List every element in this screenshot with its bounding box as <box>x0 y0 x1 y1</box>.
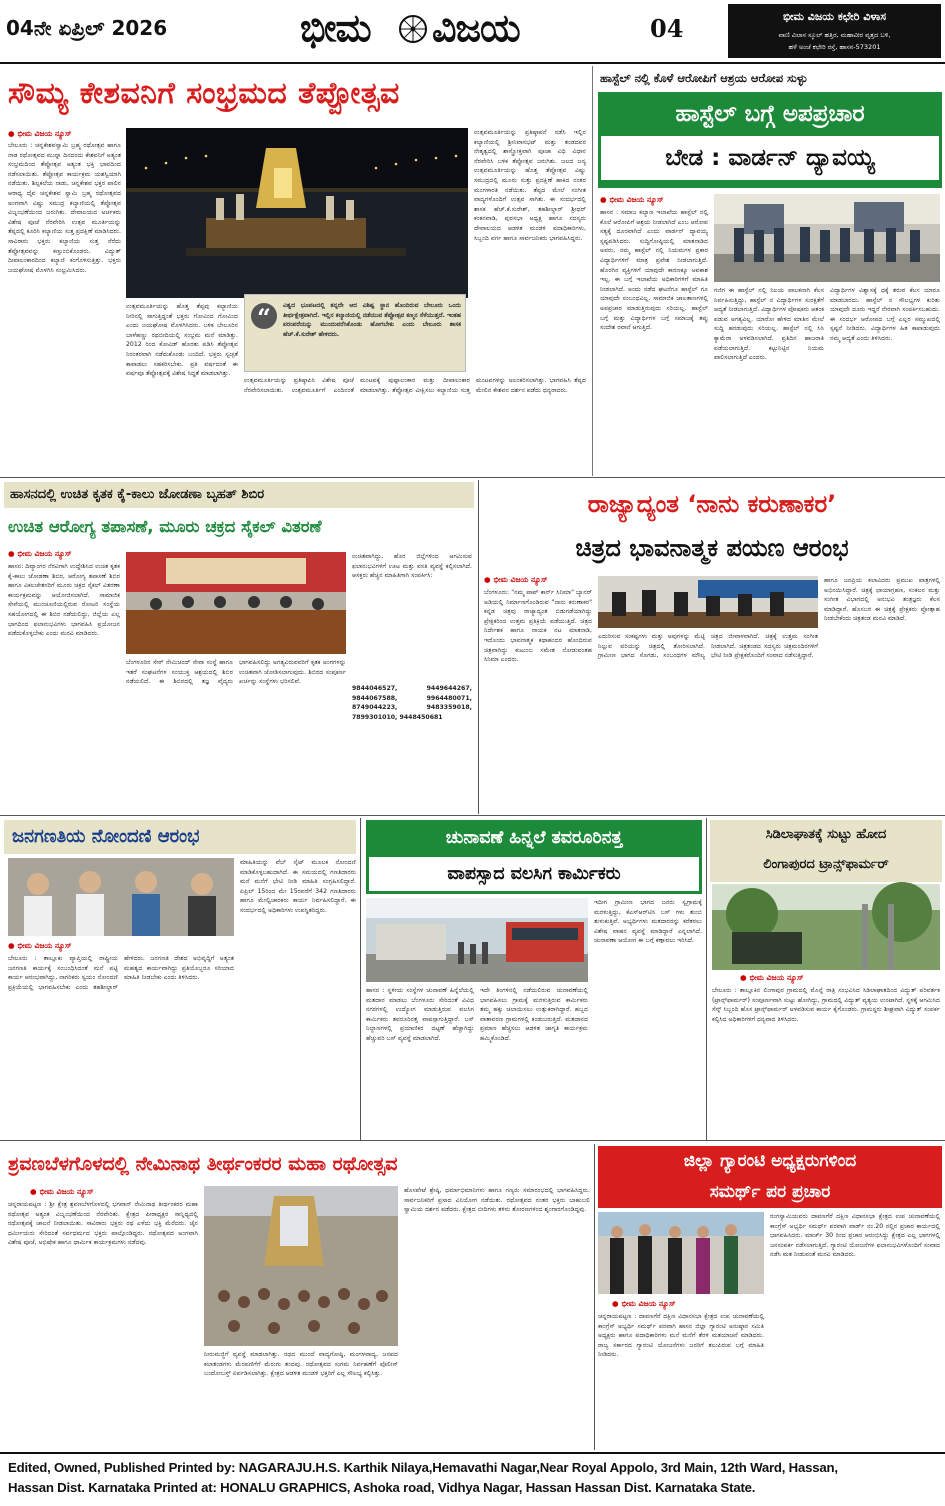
chunavane-col1: ಹಾಸನ : ಸ್ಥಳೀಯ ಸಂಸ್ಥೆಗಳ ಚುನಾವಣೆ ಹಿನ್ನೆಲೆಯಲ್ಲಿ ಮತದಾನ ಮಾಡಲು ಬೆಂಗಳೂರು ಸೇರಿದಂತೆ ವಿವಿಧ ನಗರಗಳಲ್ಲಿ ಉದ್ಯೋಗ ಮಾಡುತ್ತಿರುವ ವಲಸಿಗ ಕಾರ್ಮಿಕರು ತವರೂರಿನತ್ತ ವಾಪಸ್ಸಾಗುತ್ತಿದ್ದಾರೆ. ಬಸ್ ನಿಲ್ದಾಣಗಳಲ್ಲಿ ಪ್ರಯಾಣಿಕರ ದಟ್ಟಣೆ ಹೆಚ್ಚಾಗಿದ್ದು ಹೆಚ್ಚುವರಿ ಬಸ್ ವ್ಯವಸ್ಥೆ ಮಾಡಲಾಗಿದೆ. <box>366 987 474 1042</box>
bullet-icon: ● <box>8 941 15 950</box>
transformer-photo <box>712 884 940 970</box>
byline-text: ಭೀಮ ವಿಜಯ ನ್ಯೂಸ್ <box>17 941 72 950</box>
karunakara-byline <box>484 574 547 585</box>
chunavane-col3: ಇದೀಗ ಗ್ರಾಮೀಣ ಭಾಗದ ಜನರು ಸ್ವಗ್ರಾಮಕ್ಕೆ ಮರಳುತ್ತಿದ್ದು, ಕೆಎಸ್‌ಆರ್‌ಟಿಸಿ ಬಸ್ ಗಳು ತುಂಬಿ ತುಳುಕುತ್ತಿವೆ. ಅಭ್ಯರ್ಥಿಗಳು ಮತದಾರರನ್ನು ಕರೆತರಲು ವಿಶೇಷ ವಾಹನ ವ್ಯವಸ್ಥೆ ಮಾಡಿದ್ದಾರೆ ಎನ್ನಲಾಗಿದೆ. ಚುನಾವಣಾ ಆಯೋಗ ಈ ಬಗ್ಗೆ ಕಣ್ಗಾವಲು ಇರಿಸಿದೆ. <box>594 899 702 945</box>
chunavane-photo <box>366 898 588 982</box>
teppotsava-quote-box <box>244 294 466 372</box>
bullet-icon: ● <box>740 973 747 982</box>
teppotsava-photo <box>126 128 468 298</box>
teppotsava-byline <box>8 128 71 139</box>
transformer-col1: ಬೇಲೂರು : ತಾಲ್ಲೂಕಿನ ಲಿಂಗಾಪುರ ಗ್ರಾಮದಲ್ಲಿ ಮೊನ್ನೆ ರಾತ್ರಿ ಸಂಭವಿಸಿದ ಸಿಡಿಲಾಘಾತದಿಂದ ವಿದ್ಯುತ್ ಪರಿವರ್ತಕ (ಟ್ರಾನ್ಸ್‌ಫಾರ್ಮರ್) ಸಂಪೂರ್ಣವಾಗಿ ಸುಟ್ಟು ಹೋಗಿದ್ದು, ಗ್ರಾಮದಲ್ಲಿ ವಿದ್ಯುತ್ ವ್ಯತ್ಯಯ ಉಂಟಾಗಿದೆ. ಸ್ಥಳಕ್ಕೆ ಆಗಮಿಸಿದ ಸೆಸ್ಕ್ ಸಿಬ್ಬಂದಿ ಹೊಸ ಟ್ರಾನ್ಸ್‌ಫಾರ್ಮರ್ ಅಳವಡಿಸುವ ಕಾರ್ಯ ಕೈಗೊಂಡರು. ಗ್ರಾಮಸ್ಥರು ಶೀಘ್ರವಾಗಿ ವಿದ್ಯುತ್ ಸಂಪರ್ಕ ಕಲ್ಪಿಸಿದ ಅಧಿಕಾರಿಗಳಿಗೆ ಧನ್ಯವಾದ ತಿಳಿಸಿದರು. <box>712 987 940 1023</box>
masthead-logo <box>300 2 630 58</box>
chunavane-headline2: ವಾಪಸ್ಸಾದ ವಲಸಿಗ ಕಾರ್ಮಿಕರು <box>447 864 621 884</box>
rathotsava-byline <box>30 1186 93 1197</box>
byline-text: ಭೀಮ ವಿಜಯ ನ್ಯೂಸ್ <box>493 575 548 584</box>
bullet-icon: ● <box>8 549 15 558</box>
office-line1: ವಾಣಿ ವಿಲಾಸ ಸ್ಕೂಲ್ ಹತ್ತಿರ, ಮಹಾವೀರ ವೃತ್ತದ ಬಳಿ, <box>778 31 891 39</box>
byline-text: ಭೀಮ ವಿಜಯ ನ್ಯೂಸ್ <box>39 1187 94 1196</box>
guarantee-col2: ರಂಗಸ್ವಾಮಿಯವರು ದಾವಣಗೆರೆ ದಕ್ಷಿಣ ವಿಧಾನಸಭಾ ಕ್ಷೇತ್ರದ ಉಪ ಚುನಾವಣೆಯಲ್ಲಿ ಕಾಂಗ್ರೆಸ್ ಅಭ್ಯರ್ಥಿ ಸಮರ್ಥ್ ಪರವಾಗಿ ವಾರ್ಡ್ ನಂ.20 ರಲ್ಲಿನ ಪ್ರಚಾರ ಕಾರ್ಯದಲ್ಲಿ ಭಾಗವಹಿಸಿದರು. ಮಾರ್ಚ್ 30 ರಿಂದ ಪ್ರಚಾರ ಆರಂಭಿಸಿದ್ದು ಕ್ಷೇತ್ರದ ಎಲ್ಲ ಭಾಗಗಳಲ್ಲಿ ಜನಸಂಪರ್ಕ ನಡೆಸಲಾಗುತ್ತಿದೆ. ಗ್ಯಾರಂಟಿ ಯೋಜನೆಗಳ ಫಲಾನುಭವಿಗಳೊಂದಿಗೆ ಸಂವಾದ ನಡೆಸಿ ಮತ ನೀಡುವಂತೆ ಮನವಿ ಮಾಡಿದರು. <box>770 1213 940 1259</box>
transformer-headline1: ಸಿಡಿಲಾಘಾತಕ್ಕೆ ಸುಟ್ಟು ಹೋದ <box>765 827 887 842</box>
bullet-icon: ● <box>30 1187 37 1196</box>
hostel-headline2 <box>601 136 939 180</box>
divider-v-bot-right <box>706 818 707 1140</box>
rathotsava-headline: ಶ್ರವಣಬೆಳಗೊಳದಲ್ಲಿ ನೇಮಿನಾಥ ತೀರ್ಥಂಕರರ ಮಹಾ ರಥೋತ್ಸವ <box>8 1153 398 1175</box>
hostel-photo-image <box>714 194 940 282</box>
shibira-contacts: 9844046527, 9449644267, 9844067588, 9964480071, 8749044223, 9483359018, 7899301010, 9448450681 <box>352 685 472 721</box>
byline-text: ಭೀಮ ವಿಜಯ ನ್ಯೂಸ್ <box>17 129 72 138</box>
rathotsava-photo <box>204 1186 398 1346</box>
byline-text: ಭೀಮ ವಿಜಯ ನ್ಯೂಸ್ <box>621 1299 676 1308</box>
guarantee-col1: ಚನ್ನರಾಯಪಟ್ಟಣ : ದಾವಣಗೆರೆ ದಕ್ಷಿಣ ವಿಧಾನಸಭಾ ಕ್ಷೇತ್ರದ ಉಪ ಚುನಾವಣೆಯಲ್ಲಿ ಕಾಂಗ್ರೆಸ್ ಅಭ್ಯರ್ಥಿ ಸಮರ್ಥ್ ಪರವಾಗಿ ಹಾಸನ ಜಿಲ್ಲಾ ಗ್ಯಾರಂಟಿ ಅನುಷ್ಠಾನ ಸಮಿತಿ ಅಧ್ಯಕ್ಷರು ಹಾಗೂ ಪದಾಧಿಕಾರಿಗಳು ಮನೆ ಮನೆಗೆ ತೆರಳಿ ಮತಯಾಚನೆ ಮಾಡಿದರು. ರಾಜ್ಯ ಸರ್ಕಾರದ ಗ್ಯಾರಂಟಿ ಯೋಜನೆಗಳು ಜನರಿಗೆ ತಲುಪಿರುವ ಬಗ್ಗೆ ಮಾಹಿತಿ ನೀಡಿದರು. <box>598 1313 764 1359</box>
imprint-footer <box>0 1452 945 1506</box>
transformer-photo-image <box>712 884 940 970</box>
divider-v-bot-left <box>360 818 361 1140</box>
teppotsava-headline: ಸೌಮ್ಯ ಕೇಶವನಿಗೆ ಸಂಭ್ರಮದ ತೆಪ್ಪೋತ್ಸವ <box>4 68 589 120</box>
bullet-icon: ● <box>484 575 491 584</box>
chunavane-photo-image <box>366 898 588 982</box>
janaganati-byline <box>8 940 71 951</box>
hostel-col3: ವಿದ್ಯಾರ್ಥಿಗಳ ವಿಶ್ವಾಸಕ್ಕೆ ಧಕ್ಕೆ ತರುವ ಕೆಲಸ ಯಾರೂ ಮಾಡಬಾರದು. ಹಾಸ್ಟೆಲ್ ನ ಸೌಲಭ್ಯಗಳ ಕುರಿತು ಯಾವುದೇ ದೂರು ಇದ್ದರೆ ನೇರವಾಗಿ ಸಂಪರ್ಕಿಸಬಹುದು. ಈ ಸಂದರ್ಭ ಆರೋಪದ ಬಗ್ಗೆ ಎಲ್ಲರ ಸಮ್ಮುಖದಲ್ಲಿ ಸ್ಪಷ್ಟನೆ ನೀಡಿದರು. ವಿದ್ಯಾರ್ಥಿಗಳ ಹಿತ ಕಾಪಾಡುವುದು ನಮ್ಮ ಆದ್ಯತೆ ಎಂದು ತಿಳಿಸಿದರು. <box>830 287 940 342</box>
shibira-col3: ಉಚಿತವಾಗಿದ್ದು, ಹೊರ ಜಿಲ್ಲೆಗಳಿಂದ ಆಗಮಿಸುವ ಫಲಾನುಭವಿಗಳಿಗೆ ಊಟ ಮತ್ತು ವಸತಿ ವ್ಯವಸ್ಥೆ ಕಲ್ಪಿಸಲಾಗಿದೆ. ಆಸಕ್ತರು ಹೆಚ್ಚಿನ ಮಾಹಿತಿಗಾಗಿ ಸಂಪರ್ಕಿಸಿ: <box>352 553 472 580</box>
chunavane-headline1: ಚುನಾವಣೆ ಹಿನ್ನಲೆ ತವರೂರಿನತ್ತ <box>445 828 623 848</box>
guarantee-headline1: ಜಿಲ್ಲಾ ಗ್ಯಾರಂಟಿ ಅಧ್ಯಕ್ಷರುಗಳಿಂದ <box>683 1151 857 1171</box>
karunakara-headline1: ರಾಜ್ಯಾದ್ಯಂತ ‘ನಾನು ಕರುಣಾಕರ’ <box>587 490 837 518</box>
hostel-kicker: ಹಾಸ್ಟೆಲ್ ನಲ್ಲಿ ಕೊಳೆ ಆರೋಪಿಗೆ ಆಶ್ರಯ ಆರೋಪ ಸುಳ್ಳು <box>600 71 808 85</box>
hostel-headline2-text: ಬೇಡ : ವಾರ್ಡನ್ ದ್ಯಾವಯ್ಯ <box>665 145 875 171</box>
divider-h-2 <box>0 815 945 816</box>
rathotsava-col2: ನೀರುಮಜ್ಜಿಗೆ ವ್ಯವಸ್ಥೆ ಮಾಡಲಾಗಿತ್ತು. ರಥದ ಮುಂದೆ ವಾದ್ಯಗೋಷ್ಠಿ, ಮಂಗಳವಾದ್ಯ, ಜನಪದ ಕಲಾತಂಡಗಳು ಮೆರವಣಿಗೆಗೆ ಮೆರುಗು ತಂದವು. ರಥೋತ್ಸವದ ಸುಗಮ ನಿರ್ವಹಣೆಗೆ ಪೊಲೀಸ್ ಬಂದೋಬಸ್ತ್ ಏರ್ಪಡಿಸಲಾಗಿತ್ತು. ಕ್ಷೇತ್ರದ ಆಡಳಿತ ಮಂಡಳಿ ಭಕ್ತರಿಗೆ ಎಲ್ಲ ಸೌಲಭ್ಯ ಕಲ್ಪಿಸಿತ್ತು. <box>204 1351 398 1378</box>
shibira-photo <box>126 552 346 654</box>
hostel-byline <box>600 194 663 205</box>
chunavane-col2: ಇದೇ ತಿಂಗಳಿನಲ್ಲಿ ನಡೆಯಲಿರುವ ಚುನಾವಣೆಯಲ್ಲಿ ಭಾಗವಹಿಸಲು ಗ್ರಾಮಕ್ಕೆ ಮರಳುತ್ತಿರುವ ಕಾರ್ಮಿಕರು ತಮ್ಮ ಹಕ್ಕು ಚಲಾಯಿಸಲು ಉತ್ಸುಕರಾಗಿದ್ದಾರೆ. ಹಬ್ಬದ ವಾತಾವರಣ ಗ್ರಾಮಗಳಲ್ಲಿ ಕಂಡುಬರುತ್ತಿದೆ. ಮತದಾನದ ಪ್ರಮಾಣ ಹೆಚ್ಚಿಸಲು ಆಡಳಿತ ಜಾಗೃತಿ ಕಾರ್ಯಕ್ರಮ ಹಮ್ಮಿಕೊಂಡಿದೆ. <box>480 987 588 1042</box>
rathotsava-col3: ಹೊಸಪೇಟೆ ಶ್ರೇಷ್ಠಿ, ಧರ್ಮಾಭಿಮಾನಿಗಳು ಹಾಗೂ ಗಣ್ಯರು ಸಮಾರಂಭದಲ್ಲಿ ಭಾಗವಹಿಸಿದ್ದರು. ಸಾರ್ವಜನಿಕರಿಗೆ ಪ್ರಸಾದ ವಿನಿಯೋಗ ನಡೆಯಿತು. ರಥೋತ್ಸವದ ನಂತರ ಭಕ್ತರು ಬಾಹುಬಲಿ ಸ್ವಾಮಿಯ ದರ್ಶನ ಪಡೆದರು. ಕ್ಷೇತ್ರದ ಬೀದಿಗಳು ತಳಿರು ತೋರಣಗಳಿಂದ ಶೃಂಗಾರಗೊಂಡಿದ್ದವು. <box>404 1187 590 1214</box>
masthead-date: 04ನೇ ಏಪ್ರಿಲ್ 2026 <box>6 16 168 40</box>
karunakara-col2: ಎದುರಿಸುವ ಸಂಕಷ್ಟಗಳು ಮತ್ತು ಅವುಗಳನ್ನು ಮೆಟ್ಟಿ ನಿಲ್ಲುವ ಪರಿಯನ್ನು ಚಿತ್ರದಲ್ಲಿ ತೋರಿಸಲಾಗಿದೆ. ಗ್ರಾಮೀಣ ಭಾಗದ ಸೊಗಡು, ಸಂಬಂಧಗಳ ಮೌಲ್ಯ ಚಿತ್ರದ ಜೀವಾಳವಾಗಿದೆ. ಚಿತ್ರಕ್ಕೆ ಉತ್ತಮ ಸಂಗೀತ ನೀಡಲಾಗಿದೆ. ಚಿತ್ರತಂಡದ ಸದಸ್ಯರು ಚಿತ್ರಮಂದಿರಗಳಿಗೆ ಭೇಟಿ ನೀಡಿ ಪ್ರೇಕ್ಷಕರೊಂದಿಗೆ ಸಂವಾದ ನಡೆಸುತ್ತಿದ್ದಾರೆ. <box>598 633 818 660</box>
teppotsava-col2: ಉತ್ಸವಮೂರ್ತಿಯನ್ನು ಪ್ರತಿಷ್ಠಾಪನೆ ನಡೆಸಿ ಇಲ್ಲಿನ ಕಲ್ಯಾಣಿಯಲ್ಲಿ ಶ್ರೀನಿವಾಸಭಟ್ ಮತ್ತು ತಂಡದವರ ನೇತೃತ್ವದಲ್ಲಿ ಶಾಸ್ತ್ರೋಕ್ತವಾಗಿ ಪೂಜಾ ವಿಧಿ ವಿಧಾನ ನೆರವೇರಿಸಿ ಬಳಿಕ ತೆಪ್ಪೋತ್ಸವ ಜರುಗಿತು. ಜಲದ ಜನ್ಯ ಉತ್ಸವಮೂರ್ತಿಯನ್ನು ಹೊತ್ತ ತೆಪ್ಪೋತ್ಸವ ವಿಷ್ಣು ಸಮುದ್ರದಲ್ಲಿ ಮೂರು ಸುತ್ತು ಪ್ರದಕ್ಷಿಣೆ ಹಾಕಿದ ನಂತರ ಮಂಗಳಾರತಿ ನಡೆಯಿತು. ತೆಪ್ಪದ ಮೇಲೆ ಸಂಗೀತ ವಾದ್ಯಗಳೊಂದಿಗೆ ಉತ್ಸವ ಸಾಗಿತು. ಈ ಸಂದರ್ಭದಲ್ಲಿ ಶಾಸಕ ಹೆಚ್.ಕೆ.ಸುರೇಶ್, ತಹಶೀಲ್ದಾರ್ ಶ್ರೀಧರ್ ಕಂಕನವಾಡಿ, ಪುರಸಭಾ ಅಧ್ಯಕ್ಷ ಹಾಗೂ ಸದಸ್ಯರು ದೇವಾಲಯದ ಆಡಳಿತ ಮಂಡಳಿ ಪದಾಧಿಕಾರಿಗಳು, ಸಿಬ್ಬಂದಿ ವರ್ಗ ಹಾಗೂ ಸಾರ್ವಜನಿಕರು ಭಾಗವಹಿಸಿದ್ದರು. <box>474 129 586 242</box>
shibira-col1: ಹಾಸನ: ದಿವ್ಯಾಂಗರ ನೆರವಿಗಾಗಿ ಉದ್ದೇಶಿಸಿದ ಉಚಿತ ಕೃತಕ ಕೈ-ಕಾಲು ಜೋಡಣಾ ಶಿಬಿರ, ಆರೋಗ್ಯ ತಪಾಸಣೆ ಶಿಬಿರ ಹಾಗೂ ವಿಕಲಚೇತನರಿಗೆ ಮೂರು ಚಕ್ರದ ಸೈಕಲ್ ವಿತರಣಾ ಕಾರ್ಯಕ್ರಮವನ್ನು ಆಯೋಜಿಸಲಾಗಿದೆ. ಸಾಮಾಜಿಕ ಸೇವೆಯಲ್ಲಿ ಮುಂಚೂಣಿಯಲ್ಲಿರುವ ರೋಟರಿ ಸಂಸ್ಥೆಯ ಸಹಯೋಗದಲ್ಲಿ ಈ ಶಿಬಿರ ನಡೆಯಲಿದ್ದು, ಜಿಲ್ಲೆಯ ಎಲ್ಲ ಭಾಗದಿಂದ ಫಲಾನುಭವಿಗಳು ಭಾಗವಹಿಸಿ ಪ್ರಯೋಜನ ಪಡೆದುಕೊಳ್ಳಬೇಕು ಎಂದು ಮನವಿ ಮಾಡಿದರು. <box>8 563 120 638</box>
office-name: ಭೀಮ ವಿಜಯ ಕಛೇರಿ ವಿಳಾಸ <box>782 10 887 23</box>
karunakara-headline2: ಚಿತ್ರದ ಭಾವನಾತ್ಮಕ ಪಯಣ ಆರಂಭ <box>575 534 849 562</box>
masthead <box>0 0 945 62</box>
chunavane-headline-box <box>366 820 702 894</box>
teppotsava-col1: ಬೇಲೂರು : ಚನ್ನಕೇಶವಸ್ವಾಮಿ ಬ್ರಹ್ಮ ರಥೋತ್ಸವ ಹಾಗೂ ನಾಡ ರಥೋತ್ಸವದ ಮುನ್ನಾ ದಿನದಂದು ಕೇಶವನಿಗೆ ಅತ್ಯಂತ ಸಂಭ್ರಮದಿಂದ ತೆಪ್ಪೋತ್ಸವ ಅತ್ಯಂತ ಭಕ್ತಿ ಭಾವದಿಂದ ನಡೆಸಲಾಯಿತು. ತೆಪ್ಪೋತ್ಸವ ಕಾರ್ಯಕ್ರಮ ಯಶಸ್ವಿಯಾಗಿ ನಡೆಯಿತು. ಶಿಲ್ಪಕಲೆಯ ನಾಡು, ಚನ್ನಕೇಶವ ಭಕ್ತರ ಪಾಲಿನ ಆರಾಧ್ಯ ದೈವ ಚನ್ನಕೇಶವ ಸ್ವಾಮಿ ಬ್ರಹ್ಮ ರಥೋತ್ಸವದ ಅಂಗವಾಗಿ ವಿಷ್ಣು ಸಮುದ್ರ ಕಲ್ಯಾಣಿಯಲ್ಲಿ ತೆಪ್ಪೋತ್ಸವ ವಿಜೃಂಭಣೆಯಿಂದ ಜರುಗಿತು. ದೇವಾಲಯದ ಅರ್ಚಕರು ವಿಶೇಷ ಪೂಜೆ ನೆರವೇರಿಸಿ ಉತ್ಸವ ಮೂರ್ತಿಯನ್ನು ತೆಪ್ಪದಲ್ಲಿ ಕೂರಿಸಿ ಕಲ್ಯಾಣಿಯ ಸುತ್ತ ಪ್ರದಕ್ಷಿಣೆ ಮಾಡಿಸಿದರು. ಸಾವಿರಾರು ಭಕ್ತರು ಕಲ್ಯಾಣಿಯ ಸುತ್ತ ನೆರೆದು ತೆಪ್ಪೋತ್ಸವವನ್ನು ಕಣ್ತುಂಬಿಕೊಂಡರು. ವಿದ್ಯುತ್ ದೀಪಾಲಂಕಾರದಿಂದ ಕಲ್ಯಾಣಿ ಕಂಗೊಳಿಸುತ್ತಿತ್ತು. ಭಕ್ತರು ಜಯಘೋಷ ಮೊಳಗಿಸಿ ಸಂಭ್ರಮಿಸಿದರು. <box>8 142 121 274</box>
chunavane-headline2-wrap <box>369 857 699 891</box>
rathotsava-col1: ಚನ್ನರಾಯಪಟ್ಟಣ : ಶ್ರೀ ಕ್ಷೇತ್ರ ಶ್ರವಣಬೆಳಗೊಳದಲ್ಲಿ ಭಗವಾನ್ ನೇಮಿನಾಥ ತೀರ್ಥಂಕರರ ಮಹಾ ರಥೋತ್ಸವ ಅತ್ಯಂತ ವಿಜೃಂಭಣೆಯಿಂದ ನೆರವೇರಿತು. ಕ್ಷೇತ್ರದ ಪೀಠಾಧ್ಯಕ್ಷರ ಸಾನ್ನಿಧ್ಯದಲ್ಲಿ ರಥೋತ್ಸವಕ್ಕೆ ಚಾಲನೆ ನೀಡಲಾಯಿತು. ಸಾವಿರಾರು ಭಕ್ತರು ರಥ ಎಳೆದು ಭಕ್ತಿ ಮೆರೆದರು. ಜೈನ ಧರ್ಮೀಯರು ಸೇರಿದಂತೆ ಸರ್ವಧರ್ಮದ ಭಕ್ತರು ಪಾಲ್ಗೊಂಡಿದ್ದರು. ರಥೋತ್ಸವದ ಅಂಗವಾಗಿ ವಿಶೇಷ ಪೂಜೆ, ಅಭಿಷೇಕ ಹಾಗೂ ಧಾರ್ಮಿಕ ಕಾರ್ಯಕ್ರಮಗಳು ನಡೆದವು. <box>8 1201 198 1247</box>
chakra-icon <box>398 14 428 44</box>
byline-text: ಭೀಮ ವಿಜಯ ನ್ಯೂಸ್ <box>609 195 664 204</box>
karunakara-col3: ಹಾಗೂ ಜನಪ್ರಿಯ ಕಲಾವಿದರು ಪ್ರಮುಖ ಪಾತ್ರಗಳಲ್ಲಿ ಅಭಿನಯಿಸಿದ್ದಾರೆ. ಚಿತ್ರಕ್ಕೆ ಛಾಯಾಗ್ರಹಣ, ಸಂಕಲನ ಮತ್ತು ಸಂಗೀತ ವಿಭಾಗದಲ್ಲಿ ಅನುಭವಿ ತಂತ್ರಜ್ಞರು ಕೆಲಸ ಮಾಡಿದ್ದಾರೆ. ಹೊಸಬರ ಈ ಚಿತ್ರಕ್ಕೆ ಪ್ರೇಕ್ಷಕರು ಪ್ರೋತ್ಸಾಹ ನೀಡಬೇಕೆಂದು ಚಿತ್ರತಂಡ ಮನವಿ ಮಾಡಿದೆ. <box>824 577 940 623</box>
page-number: 04 <box>650 14 684 43</box>
divider-v-top <box>592 66 593 476</box>
shibira-photo-image <box>126 552 346 654</box>
teppotsava-col3: ಉತ್ಸವಮೂರ್ತಿಯನ್ನು ಹೊತ್ತ ತೆಪ್ಪವು ಕಲ್ಯಾಣಿಯ ನೀರಿನಲ್ಲಿ ಸಾಗುತ್ತಿದ್ದಂತೆ ಭಕ್ತರು ಗೋವಿಂದ ಗೋವಿಂದ ಎಂದು ಜಯಘೋಷ ಮೊಳಗಿಸಿದರು. ಬಳಿಕ ಬೇಲೂರಿನ ಬಾಳೆಹಣ್ಣು ರಥಬೀದಿಯಲ್ಲಿ ಸಂಭ್ರಮ ಮನೆ ಮಾಡಿತ್ತು. 2012 ರಿಂದ ಕೋವಿಡ್ ಹೊರತು ಪಡಿಸಿ ತೆಪ್ಪೋತ್ಸವ ನಿರಂತರವಾಗಿ ನಡೆದುಕೊಂಡು ಬಂದಿದೆ. ಭಕ್ತರು ಸ್ವಚ್ಛತೆ ಕಾಪಾಡಲು ಸಹಕರಿಸಬೇಕು. ಪ್ರತಿ ವರ್ಷದಂತೆ ಈ ವರ್ಷವೂ ತೆಪ್ಪೋತ್ಸವಕ್ಕೆ ವಿಶೇಷ ಸಿದ್ಧತೆ ಮಾಡಲಾಗಿತ್ತು. <box>126 303 238 378</box>
hostel-photo <box>714 194 940 282</box>
quote-icon: “ <box>251 303 277 329</box>
janaganati-photo <box>8 858 234 936</box>
hostel-headline-box <box>598 92 942 188</box>
guarantee-photo <box>598 1212 764 1294</box>
transformer-headline-box <box>710 820 942 882</box>
janaganati-col1: ಬೇಲೂರು : ತಾಲ್ಲೂಕು ವ್ಯಾಪ್ತಿಯಲ್ಲಿ ರಾಷ್ಟ್ರೀಯ ಜನಗಣತಿ ಕಾರ್ಯಕ್ಕೆ ಸಂಬಂಧಿಸಿದಂತೆ ಮನೆ ಪಟ್ಟಿ ಕಾರ್ಯ ಆರಂಭವಾಗಿದ್ದು, ನಾಗರಿಕರು ಸ್ವಯಂ ನೋಂದಣಿ ಪ್ರಕ್ರಿಯೆಯಲ್ಲಿ ಭಾಗವಹಿಸಬೇಕು ಎಂದು ತಹಶೀಲ್ದಾರ್ ಹೇಳಿದರು. ಜನಗಣತಿ ದೇಶದ ಅಭಿವೃದ್ಧಿಗೆ ಅತ್ಯಂತ ಮಹತ್ವದ ಕಾರ್ಯವಾಗಿದ್ದು ಪ್ರತಿಯೊಬ್ಬರೂ ಸರಿಯಾದ ಮಾಹಿತಿ ನೀಡಬೇಕು ಎಂದು ತಿಳಿಸಿದರು. <box>8 955 234 991</box>
hostel-col2: ಗಣಿಗ ಈ ಹಾಸ್ಟೆಲ್ ನಲ್ಲಿ ನಿಲಯ ಪಾಲಕನಾಗಿ ಕೆಲಸ ನಿರ್ವಹಿಸುತ್ತಿದ್ದು, ಹಾಸ್ಟೆಲ್ ನ ವಿದ್ಯಾರ್ಥಿಗಳ ಸುರಕ್ಷತೆಗೆ ಆದ್ಯತೆ ನೀಡಲಾಗುತ್ತಿದೆ. ವಿದ್ಯಾರ್ಥಿಗಳ ಪೋಷಕರು ಆತಂಕ ಪಡುವ ಅಗತ್ಯವಿಲ್ಲ. ಯಾರೋ ಹೇಳಿದ ಮಾತಿನ ಮೇಲೆ ಸುದ್ದಿ ಹರಡುವುದು ಸರಿಯಲ್ಲ. ಹಾಸ್ಟೆಲ್ ನಲ್ಲಿ ಸಿಸಿ ಕ್ಯಾಮೆರಾ ಅಳವಡಿಸಲಾಗಿದೆ. ಪ್ರತಿದಿನ ಹಾಜರಾತಿ ಪಡೆಯಲಾಗುತ್ತಿದೆ. ಕಟ್ಟುನಿಟ್ಟಿನ ನಿಯಮ ಪಾಲಿಸಲಾಗುತ್ತಿದೆ ಎಂದರು. <box>714 287 824 362</box>
hostel-col1: ಹಾಸನ : ಸಮಾಜ ಕಲ್ಯಾಣ ಇಲಾಖೆಯ ಹಾಸ್ಟೆಲ್ ನಲ್ಲಿ ಕೊಲೆ ಆರೋಪಿಗೆ ಆಶ್ರಯ ನೀಡಲಾಗಿದೆ ಎಂಬ ಆರೋಪ ಸತ್ಯಕ್ಕೆ ದೂರವಾಗಿದೆ ಎಂದು ವಾರ್ಡನ್ ದ್ಯಾವಯ್ಯ ಸ್ಪಷ್ಟಪಡಿಸಿದರು. ಸುದ್ದಿಗೋಷ್ಠಿಯಲ್ಲಿ ಮಾತನಾಡಿದ ಅವರು, ನಮ್ಮ ಹಾಸ್ಟೆಲ್ ನಲ್ಲಿ ನಿಯಮಗಳ ಪ್ರಕಾರ ವಿದ್ಯಾರ್ಥಿಗಳಿಗೆ ಮಾತ್ರ ಪ್ರವೇಶ ನೀಡಲಾಗುತ್ತಿದೆ. ಹೊರಗಿನ ವ್ಯಕ್ತಿಗಳಿಗೆ ಯಾವುದೇ ಕಾರಣಕ್ಕೂ ಅವಕಾಶ ಇಲ್ಲ. ಈ ಬಗ್ಗೆ ಇಲಾಖೆಯ ಅಧಿಕಾರಿಗಳಿಗೆ ಮಾಹಿತಿ ನೀಡಲಾಗಿದೆ. ಅಂದು ನಡೆದ ಘಟನೆಗೂ ಹಾಸ್ಟೆಲ್ ಗೂ ಯಾವುದೇ ಸಂಬಂಧವಿಲ್ಲ. ಸಾಮಾಜಿಕ ಜಾಲತಾಣಗಳಲ್ಲಿ ಅಪಪ್ರಚಾರ ಮಾಡುತ್ತಿರುವುದು ಸರಿಯಲ್ಲ. ಹಾಸ್ಟೆಲ್ ಬಗ್ಗೆ ಮತ್ತು ವಿದ್ಯಾರ್ಥಿಗಳ ಬಗ್ಗೆ ಸಮಾಜಕ್ಕೆ ತಪ್ಪು ಸಂದೇಶ ರವಾನೆ ಆಗುತ್ತಿದೆ. <box>600 209 708 332</box>
office-line2: ಹಳೆ ಅಂಚೆ ಕಛೇರಿ ರಸ್ತೆ, ಹಾಸನ-573201 <box>788 43 881 51</box>
imprint-line1: Edited, Owned, Published Printed by: NAGARAJU.H.S. Karthik Nilaya,Hemavathi Nagar,Near Royal Appolo, 3rd Main, 12th Ward, Hassan, <box>8 1460 838 1475</box>
office-address-box <box>728 4 941 58</box>
guarantee-headline2: ಸಮರ್ಥ್ ಪರ ಪ್ರಚಾರ <box>709 1182 831 1202</box>
teppotsava-quote: ವಿಶ್ವದ ಭೂಪಟದಲ್ಲಿ ತನ್ನದೇ ಆದ ವಿಶಿಷ್ಟ ಸ್ಥಾನ ಹೊಂದಿರುವ ಬೇಲೂರು ಒಂದು ತೀರ್ಥಕ್ಷೇತ್ರವಾಗಿದೆ. ಇಲ್ಲಿನ ಕಲ್ಯಾಣಿಯಲ್ಲಿ ನಡೆಯುವ ತೆಪ್ಪೋತ್ಸವ ಕಣ್ಮನ ಸೆಳೆಯುತ್ತದೆ. ಇಂತಹ ಪರಂಪರೆಯನ್ನು ಮುಂದುವರೆಸಿಕೊಂಡು ಹೋಗಬೇಕು ಎಂದು ಬೇಲೂರು ಶಾಸಕ ಹೆಚ್.ಕೆ.ಸುರೇಶ್ ಹೇಳಿದರು. <box>283 302 461 338</box>
byline-text: ಭೀಮ ವಿಜಯ ನ್ಯೂಸ್ <box>17 549 72 558</box>
imprint-line2: Hassan Dist. Karnataka Printed at: HONALU GRAPHICS, Ashoka road, Vidhya Nagar, Hassan Hassan Dist. Karnataka State. <box>8 1480 756 1495</box>
divider-h-1 <box>0 477 945 478</box>
teppotsava-lower: ಉತ್ಸವಮೂರ್ತಿಯನ್ನು ಪ್ರತಿಷ್ಠಾಪಿಸಿ ವಿಶೇಷ ಪೂಜೆ ನೆರವೇರಿಸಲಾಯಿತು. ಉತ್ಸವಮೂರ್ತಿಗೆ ಎಂದಿನಂತೆ ಮಂಟಪಕ್ಕೆ ಪುಷ್ಪಾಲಂಕಾರ ಮತ್ತು ದೀಪಾಲಂಕಾರ ಮಾಡಲಾಗಿತ್ತು. ತೆಪ್ಪೋತ್ಸವ ವೀಕ್ಷಿಸಲು ಕಲ್ಯಾಣಿಯ ಸುತ್ತ ಮಂಟಪಗಳನ್ನು ಅಲಂಕರಿಸಲಾಗಿತ್ತು. ಭಾಗವಹಿಸಿ ತೆಪ್ಪದ ಮೇಲಿನ ಕೇಶವನ ದರ್ಶನ ಪಡೆದು ಧನ್ಯರಾದರು. <box>244 377 586 394</box>
janaganati-col2: ಮಾಹಿತಿಯನ್ನು ವೆಬ್ ಸೈಟ್ ಮೂಲಕ ನೋಂದಣಿ ಮಾಡಿಕೊಳ್ಳಬಹುದಾಗಿದೆ. ಈ ಸಮಯದಲ್ಲಿ ಗಣತಿದಾರರು ಮನೆ ಮನೆಗೆ ಭೇಟಿ ನೀಡಿ ಮಾಹಿತಿ ಸಂಗ್ರಹಿಸಲಿದ್ದಾರೆ. ಏಪ್ರಿಲ್ 15ರಿಂದ ಮೇ 15ರವರೆಗೆ 342 ಗಣತಿದಾರರು ಹಾಗೂ ಮೇಲ್ವಿಚಾರಕರು ಕಾರ್ಯ ನಿರ್ವಹಿಸಲಿದ್ದಾರೆ. ಈ ಸಂದರ್ಭದಲ್ಲಿ ಅಧಿಕಾರಿಗಳು ಉಪಸ್ಥಿತರಿದ್ದರು. <box>240 859 356 914</box>
hostel-headline1: ಹಾಸ್ಟೆಲ್ ಬಗ್ಗೆ ಅಪಪ್ರಚಾರ <box>675 101 865 127</box>
byline-text: ಭೀಮ ವಿಜಯ ನ್ಯೂಸ್ <box>749 973 804 982</box>
bullet-icon: ● <box>600 195 607 204</box>
janaganati-headline: ಜನಗಣತಿಯ ನೋಂದಣಿ ಆರಂಭ <box>4 820 356 854</box>
masthead-divider <box>0 62 945 64</box>
shibira-byline <box>8 548 71 559</box>
guarantee-photo-image <box>598 1212 764 1294</box>
shibira-kicker: ಹಾಸನದಲ್ಲಿ ಉಚಿತ ಕೃತಕ ಕೈ-ಕಾಲು ಜೋಡಣಾ ಬೃಹತ್ ಶಿಬಿರ <box>4 482 474 508</box>
masthead-date-box <box>0 0 280 60</box>
logo-right: ವಿಜಯ <box>432 6 520 50</box>
bullet-icon: ● <box>8 129 15 138</box>
transformer-headline2: ಲಿಂಗಾಪುರದ ಟ್ರಾನ್ಸ್‌ಫಾರ್ಮರ್ <box>763 857 889 872</box>
divider-v-last <box>594 1144 595 1450</box>
logo-left: ಭೀಮ <box>300 6 371 50</box>
shibira-headline: ಉಚಿತ ಆರೋಗ್ಯ ತಪಾಸಣೆ, ಮೂರು ಚಕ್ರದ ಸೈಕಲ್ ವಿತರಣೆ <box>8 517 322 536</box>
karunakara-photo <box>598 576 818 628</box>
rathotsava-photo-image <box>204 1186 398 1346</box>
karunakara-photo-image <box>598 576 818 628</box>
transformer-byline <box>740 972 803 983</box>
divider-h-3 <box>0 1140 945 1141</box>
shibira-col2: ಬೆಂಗಳೂರಿನ ಸೇಠ್ ನೇಮಿಚಂದ್ ಸೇವಾ ಸಂಸ್ಥೆ ಹಾಗೂ ಇತರೆ ಸಂಘಟನೆಗಳ ಸಂಯುಕ್ತ ಆಶ್ರಯದಲ್ಲಿ ಶಿಬಿರ ನಡೆಯಲಿದೆ. ಈ ಶಿಬಿರದಲ್ಲಿ ತಜ್ಞ ವೈದ್ಯರು ಭಾಗವಹಿಸಲಿದ್ದು ಅಗತ್ಯವಿರುವವರಿಗೆ ಕೃತಕ ಅಂಗಗಳನ್ನು ಉಚಿತವಾಗಿ ಜೋಡಿಸಲಾಗುವುದು. ಶಿಬಿರದ ಸಂಪೂರ್ಣ ಖರ್ಚನ್ನು ಸಂಸ್ಥೆಗಳು ಭರಿಸಲಿವೆ. <box>126 659 346 686</box>
guarantee-headline-box <box>598 1146 942 1208</box>
bullet-icon: ● <box>612 1299 619 1308</box>
guarantee-byline <box>612 1298 675 1309</box>
janaganati-photo-image <box>8 858 234 936</box>
karunakara-col1: ಬೆಂಗಳೂರು: "ನಮ್ಮ ಪಾಪ್ ಕಾರ್ನ್ ಸಿನಿಮಾ" ಬ್ಯಾನರ್ ಅಡಿಯಲ್ಲಿ ನಿರ್ಮಾಣಗೊಂಡಿರುವ "ನಾನು ಕರುಣಾಕರ" ಕನ್ನಡ ಚಿತ್ರವು ರಾಜ್ಯಾದ್ಯಂತ ಬಿಡುಗಡೆಯಾಗಿದ್ದು ಪ್ರೇಕ್ಷಕರಿಂದ ಉತ್ತಮ ಪ್ರತಿಕ್ರಿಯೆ ಪಡೆಯುತ್ತಿದೆ. ಚಿತ್ರದ ನಿರ್ದೇಶಕ ಹಾಗೂ ನಾಯಕ ನಟ ಮಾತನಾಡಿ, ಇದೊಂದು ಭಾವನಾತ್ಮಕ ಕಥಾಹಂದರ ಹೊಂದಿರುವ ಚಿತ್ರವಾಗಿದ್ದು ಕುಟುಂಬ ಸಮೇತ ನೋಡುವಂತಹ ಸಿನಿಮಾ ಎಂದರು. <box>484 589 592 664</box>
divider-v-mid <box>478 480 479 814</box>
teppotsava-photo-image <box>126 128 468 298</box>
